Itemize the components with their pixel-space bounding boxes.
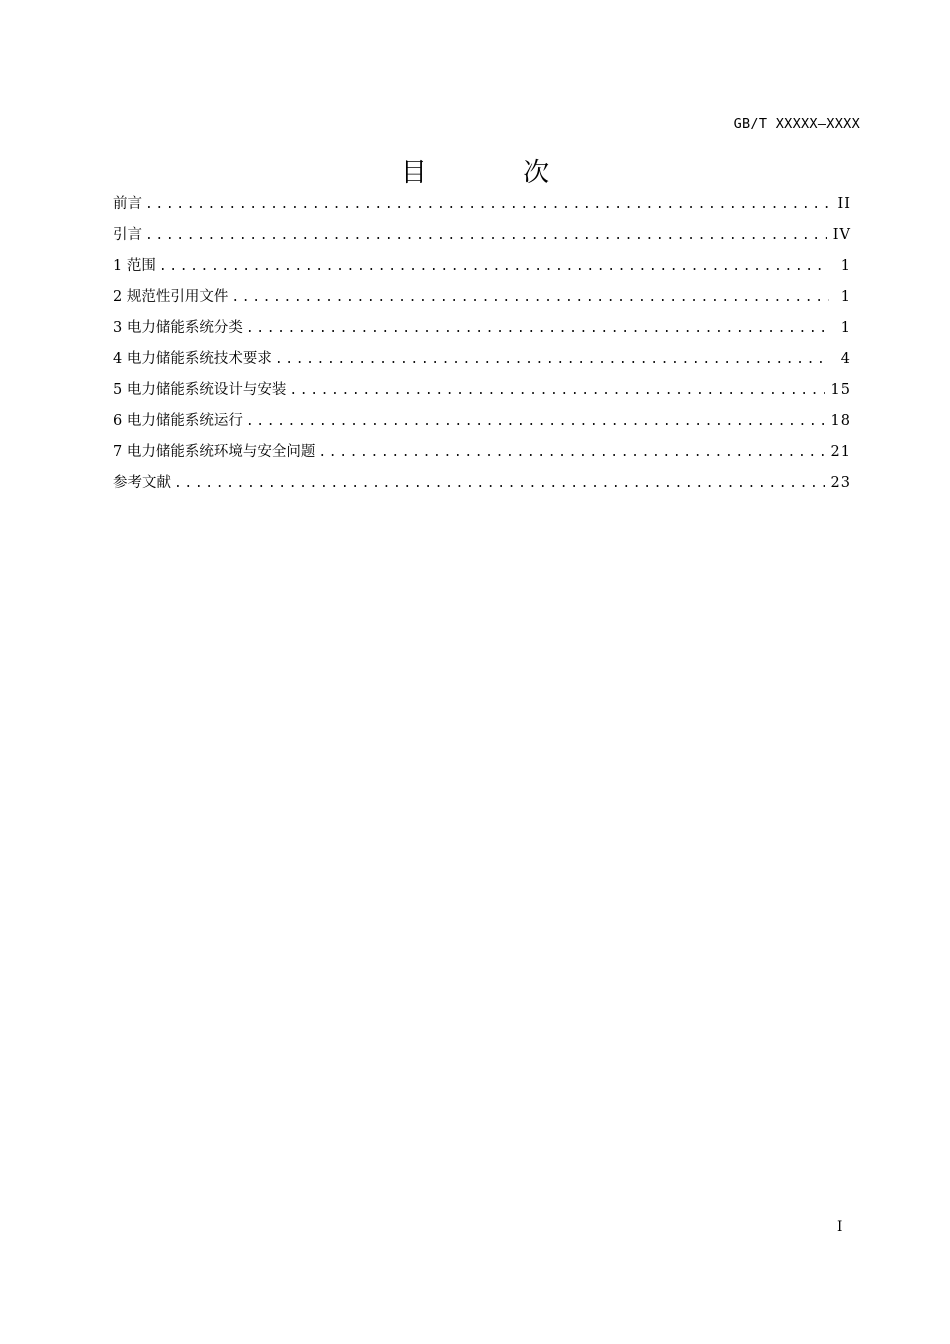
toc-dot-leader (159, 253, 829, 281)
toc-entry-label: 4 电力储能系统技术要求 (113, 351, 272, 367)
toc-dot-leader (246, 315, 829, 343)
toc-entry-environment-safety[interactable] (113, 438, 851, 469)
toc-entry-page: 18 (830, 413, 851, 429)
toc-entry-page: 4 (840, 351, 851, 367)
toc-dot-leader (145, 222, 827, 250)
toc-dot-leader (246, 408, 825, 436)
toc-entry-page: 23 (830, 475, 851, 491)
toc-entry-design-installation[interactable] (113, 376, 851, 407)
toc-entry-normative-references[interactable] (113, 283, 851, 314)
toc-entry-page: 1 (840, 289, 851, 305)
toc-entry-technical-requirements[interactable] (113, 345, 851, 376)
toc-dot-leader (275, 346, 829, 374)
toc-entry-page: 15 (830, 382, 851, 398)
toc-entry-label: 2 规范性引用文件 (113, 289, 229, 305)
page-number: I (837, 1219, 843, 1235)
toc-dot-leader (174, 470, 825, 498)
toc-entry-page: 21 (830, 444, 851, 460)
toc-entry-label: 参考文献 (113, 475, 171, 491)
toc-entry-label: 6 电力储能系统运行 (113, 413, 243, 429)
toc-entry-page: II (837, 196, 851, 212)
standard-code: GB/T XXXXX—XXXX (733, 116, 860, 132)
toc-entry-introduction[interactable] (113, 221, 851, 252)
toc-entry-label: 3 电力储能系统分类 (113, 320, 243, 336)
toc-dot-leader (289, 377, 824, 405)
toc-dot-leader (318, 439, 824, 467)
toc-entry-scope[interactable] (113, 252, 851, 283)
toc-title: 目 次 (400, 158, 594, 188)
toc-entry-label: 5 电力储能系统设计与安装 (113, 382, 287, 398)
toc-entry-label: 前言 (113, 196, 142, 212)
toc-entry-foreword[interactable] (113, 190, 851, 221)
toc-entry-bibliography[interactable] (113, 469, 851, 500)
toc-entry-label: 1 范围 (113, 258, 156, 274)
toc-entry-classification[interactable] (113, 314, 851, 345)
toc-entry-operation[interactable] (113, 407, 851, 438)
toc-entry-page: IV (832, 227, 851, 243)
toc-entry-page: 1 (840, 258, 851, 274)
table-of-contents (113, 190, 851, 500)
toc-entry-label: 引言 (113, 227, 142, 243)
toc-entry-page: 1 (840, 320, 851, 336)
toc-dot-leader (145, 191, 829, 219)
toc-dot-leader (231, 284, 829, 312)
toc-entry-label: 7 电力储能系统环境与安全问题 (113, 444, 316, 460)
